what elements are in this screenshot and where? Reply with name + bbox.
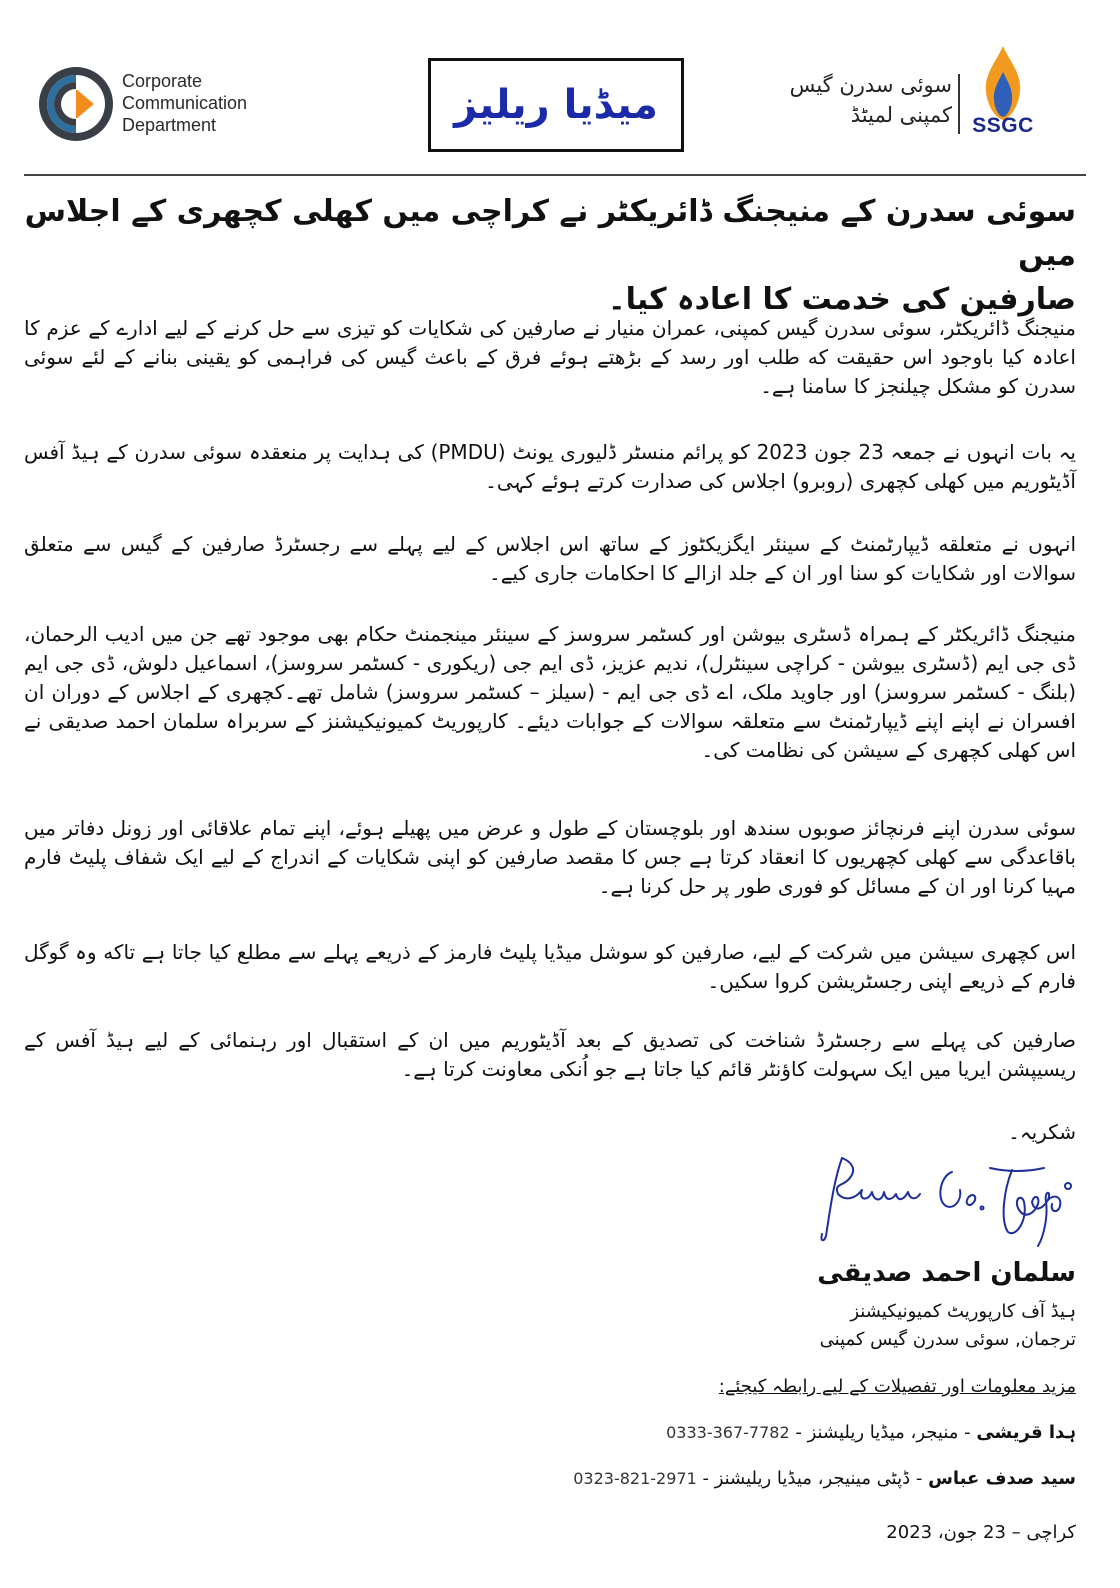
contact-row [400,1468,1076,1489]
contact-row [400,1422,1076,1443]
contact-phone: 0323-821-2971 [573,1469,697,1488]
department-name: Corporate Communication Department [122,71,248,135]
thanks-text: شکریہ۔ [1008,1120,1076,1144]
contact-name: سید صدف عباس [928,1468,1076,1489]
paragraph-7: صارفین کی پہلے سے رجسٹرڈ شناخت کی تصدیق کے بعد آڈیٹوریم میں ان کے استقبال اور رہنمائی کے لیے ہیڈ آفس کے ریسیپشن ایریا میں ایک سہولت کاؤنٹر قائم کیا جاتا ہے جو اُنکی معاونت کرتا ہے۔ [24,1028,1076,1081]
ssgc-divider [958,74,960,134]
contact-role: - ڈپٹی مینیجر، میڈیا ریلیشنز - [696,1468,929,1489]
paragraph-1: منیجنگ ڈائریکٹر، سوئی سدرن گیس کمپنی، عمران منیار نے صارفین کی شکایات کو تیزی سے حل کرنے کے لیے ادارے کے عزم کا اعادہ کیا باوجود اس حقیقت که طلب اور رسد کے بڑھتے ہوئے فرق کے باعث گیس کی فراہمی کو یقینی بنانے کے لئے سوئی سدرن کو مشکل چیلنجز کا سامنا ہے۔ [24,316,1076,398]
ssgc-urdu-name: سوئی سدرن گیس کمپنی لمیٹڈ [789,73,952,127]
signatory-name: سلمان احمد صدیقی [817,1258,1076,1288]
handwritten-signature [812,1150,1082,1250]
contact-name: ہدا قریشی [976,1422,1076,1443]
flame-icon [980,44,1026,122]
paragraph-4: منیجنگ ڈائریکٹر کے ہمراہ ڈسٹری بیوشن اور کسٹمر سروسز کے سینئر مینجمنٹ حکام بھی موجود تھے جن میں ادیب الرحمان، ڈی جی ایم (ڈسٹری بیوشن - کراچی سینٹرل)، ندیم عزیز، ڈی ایم جی (ریکوری - کسٹمر سروسز)، اسماعیل دلوش، ڈی جی ایم (بلنگ - کسٹمر سروسز) اور جاوید ملک، اے ڈی جی ایم - (سیلز – کسٹمر سروسز) شامل تھے۔کچھری کے اجلاس کے دوران ان افسران نے اپنے اپنے ڈیپارٹمنٹ سے متعلقہ سوالات کے جوابات دیئے۔ کارپوریٹ کمیونیکیشنز کے سربراہ سلمان احمد صدیقی نے اس کھلی کچھری کے سیشن کی نظامت کی۔ [24,622,1076,762]
corporate-communication-logo [36,64,116,144]
paragraph-6: اس کچھری سیشن میں شرکت کے لیے، صارفین کو سوشل میڈیا پلیٹ فارمز کے ذریعے پہلے سے مطلع کیا جاتا ہے تاکه وہ گوگل فارم کے ذریعے اپنی رجسٹریشن کروا سکیں۔ [24,940,1076,993]
ssgc-label: SSGC [972,114,1034,137]
paragraph-2: یہ بات انہوں نے جمعہ 23 جون 2023 کو پرائم منسٹر ڈلیوری یونٹ (PMDU) کی ہدایت پر منعقدہ سوئی سدرن کے ہیڈ آفس آڈیٹوریم میں کھلی کچھری (روبرو) اجلاس کی صدارت کرتے ہوئے کہی۔ [24,440,1076,493]
header-divider [24,174,1086,176]
media-release-title: میڈیا ریلیز [454,82,658,128]
paragraph-5: سوئی سدرن اپنے فرنچائز صوبوں سندھ اور بلوچستان کے طول و عرض میں پھیلے ہوئے، اپنے تمام علاقائی اور زونل دفاتر میں باقاعدگی سے کھلی کچھریوں کا انعقاد کرتا ہے جس کا مقصد صارفین کو اپنی شکایات کے اندراج کے لیے ایک شفاف پلیٹ فارم مہیا کرنا اور ان کے مسائل کو فوری طور پر حل کرنا ہے۔ [24,816,1076,898]
headline: سوئی سدرن کے منیجنگ ڈائریکٹر نے کراچی میں کھلی کچھری کے اجلاس میں صارفین کی خدمت کا اعادہ کیا۔ [24,194,1076,317]
signatory-title: ہیڈ آف کارپوریٹ کمیونیکیشنز ترجمان, سوئی سدرن گیس کمپنی [819,1301,1076,1350]
dateline: کراچی – 23 جون، 2023 [886,1522,1076,1543]
media-release-box [428,58,684,152]
contact-heading: مزید معلومات اور تفصیلات کے لیے رابطہ کیجئے: [718,1376,1076,1397]
contact-role: - منیجر، میڈیا ریلیشنز - [789,1422,977,1443]
paragraph-3: انہوں نے متعلقه ڈیپارٹمنٹ کے سینئر ایگزیکٹوز کے ساتھ اس اجلاس کے لیے پہلے سے رجسٹرڈ صارفین کے گیس سے متعلق سوالات اور شکایات کو سنا اور ان کے جلد ازالے کا احکامات جاری کیے۔ [24,532,1076,585]
contact-phone: 0333-367-7782 [666,1423,790,1442]
